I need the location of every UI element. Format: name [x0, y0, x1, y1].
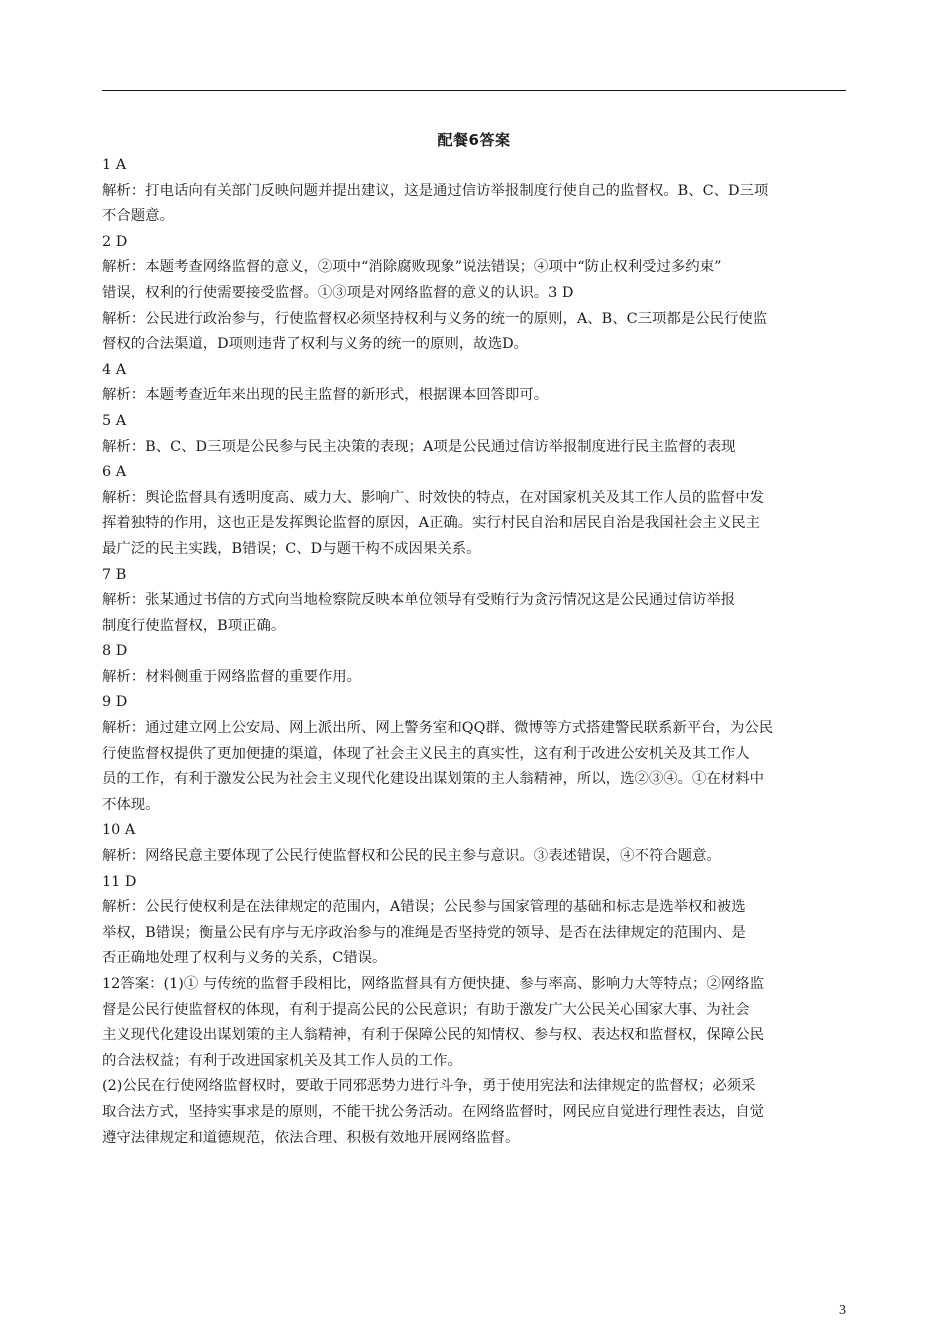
text-line: 行使监督权提供了更加便捷的渠道，体现了社会主义民主的真实性，这有利于改进公安机关及其工作人 [102, 745, 750, 762]
text-line: 举权，B错误；衡量公民有序与无序政治参与的准绳是否坚持党的领导、是否在法律规定的范围内、是 [102, 924, 746, 941]
text-line: 10 A [102, 822, 136, 839]
text-line: 7 B [102, 566, 127, 583]
text-line: 解析：B、C、D三项是公民参与民主决策的表现；A项是公民通过信访举报制度进行民主监督的表现 [102, 438, 736, 455]
text-line: 不合题意。 [102, 208, 174, 225]
text-line: 挥着独特的作用，这也正是发挥舆论监督的原因，A正确。实行村民自治和居民自治是我国社会主义民主 [102, 515, 760, 532]
page-title: 配餐6答案 [437, 131, 511, 149]
text-line: 解析：公民进行政治参与，行使监督权必须坚持权利与义务的统一的原则，A、B、C三项都是公民行使监 [102, 310, 768, 327]
text-line: 否正确地处理了权利与义务的关系，C错误。 [102, 950, 387, 967]
text-line: 8 D [102, 643, 128, 660]
text-line: 9 D [102, 694, 128, 711]
text-line: 12答案：(1)① 与传统的监督手段相比，网络监督具有方便快捷、参与率高、影响力大等特点；②网络监 [102, 976, 765, 992]
text-line: 解析：打电话向有关部门反映问题并提出建议，这是通过信访举报制度行使自己的监督权。B、C、D三项 [102, 182, 769, 199]
text-line: 遵守法律规定和道德规范，依法合理、积极有效地开展网络监督。 [102, 1129, 520, 1146]
text-line: 11 D [102, 873, 137, 890]
text-line: 员的工作，有利于激发公民为社会主义现代化建设出谋划策的主人翁精神，所以，选②③④。①在材料中 [102, 771, 764, 788]
text-line: 解析：舆论监督具有透明度高、威力大、影响广、时效快的特点，在对国家机关及其工作人员的监督中发 [102, 489, 764, 506]
page-number: 3 [839, 1303, 846, 1318]
text-line: 解析：材料侧重于网络监督的重要作用。 [102, 668, 362, 685]
text-line: 解析：公民行使权利是在法律规定的范围内，A错误；公民参与国家管理的基础和标志是选举权和被选 [102, 899, 746, 916]
text-line: 解析：张某通过书信的方式向当地检察院反映本单位领导有受贿行为贪污情况这是公民通过信访举报 [102, 592, 736, 609]
text-line: 6 A [102, 464, 127, 481]
text-line: (2)公民在行使网络监督权时，要敢于同邪恶势力进行斗争，勇于使用宪法和法律规定的监督权；必须采 [102, 1078, 756, 1095]
text-line: 4 A [102, 361, 127, 378]
text-line: 制度行使监督权，B项正确。 [102, 617, 286, 634]
text-line: 主义现代化建设出谋划策的主人翁精神，有利于保障公民的知情权、参与权、表达权和监督权，保障公民 [102, 1027, 764, 1044]
text-line: 5 A [102, 412, 127, 429]
text-line: 解析：本题考查近年来出现的民主监督的新形式，根据课本回答即可。 [102, 387, 549, 404]
text-line: 不体现。 [102, 796, 160, 813]
text-line: 督权的合法渠道，D项则违背了权利与义务的统一的原则，故选D。 [102, 336, 529, 353]
text-line: 的合法权益；有利于改进国家机关及其工作人员的工作。 [102, 1052, 462, 1069]
text-line: 2 D [102, 233, 128, 250]
text-line: 解析：通过建立网上公安局、网上派出所、网上警务室和QQ群、微博等方式搭建警民联系新平台，为公民 [102, 720, 774, 737]
header-rule [102, 90, 846, 91]
text-line: 最广泛的民主实践，B错误；C、D与题干构不成因果关系。 [102, 540, 481, 557]
text-line: 解析：本题考查网络监督的意义，②项中“消除腐败现象”说法错误；④项中“防止权利受过多约束” [102, 259, 722, 276]
text-line: 取合法方式，坚持实事求是的原则，不能干扰公务活动。在网络监督时，网民应自觉进行理性表达，自觉 [102, 1103, 764, 1120]
text-line: 解析：网络民意主要体现了公民行使监督权和公民的民主参与意识。③表述错误，④不符合题意。 [102, 848, 721, 865]
text-line: 1 A [102, 157, 127, 173]
text-line: 督是公民行使监督权的体现，有利于提高公民的公民意识；有助于激发广大公民关心国家大事、为社会 [102, 1001, 750, 1018]
text-line: 错误，权利的行使需要接受监督。①③项是对网络监督的意义的认识。3 D [102, 284, 574, 301]
answer-content [102, 153, 846, 1151]
